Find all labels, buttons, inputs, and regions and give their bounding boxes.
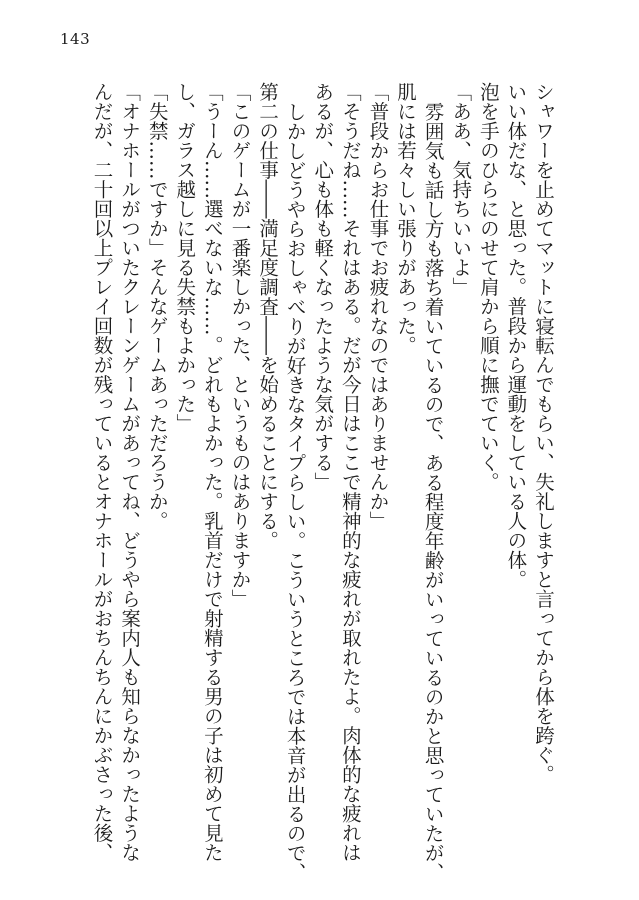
text-line: あるが、心も体も軽くなったような気がする」	[311, 82, 335, 492]
body-text	[88, 82, 557, 882]
text-line: 第二の仕事――満足度調査――を始めることにする。	[256, 82, 280, 550]
page-number: 143	[60, 30, 91, 48]
text-line: 「オナホールがついたクレーンゲームがあってね、どうやら案内人も知らなかったような	[118, 82, 142, 862]
text-line: 泡を手のひらにのせて肩から順に撫でていく。	[476, 82, 500, 492]
text-line: し、ガラス越しに見る失禁もよかった」	[173, 82, 197, 433]
text-line: 「普段からお仕事でお疲れなのではありませんか」	[366, 82, 390, 531]
text-line: シャワーを止めてマットに寝転んでもらい、失礼しますと言ってから体を跨ぐ。	[532, 82, 555, 784]
text-line: 「失禁……ですか」そんなゲームあっただろうか。	[145, 82, 169, 531]
text-line: 「このゲームが一番楽しかった、というものはありますか」	[228, 82, 252, 609]
text-line: 「うーん……選べないな……。どれもよかった。乳首だけで射精する男の子は初めて見た	[200, 82, 224, 862]
text-line: 肌には若々しい張りがあった。	[394, 82, 418, 355]
text-line: 「ああ、気持ちいいよ」	[449, 82, 473, 297]
text-line: しかしどうやらおしゃべりが好きなタイプらしい。こういうところでは本音が出るので、	[283, 101, 307, 882]
text-line: 雰囲気も話し方も落ち着いているので、ある程度年齢がいっているのかと思っていたが、	[421, 101, 445, 882]
text-line: いい体だな、と思った。普段から運動をしている人の体。	[504, 82, 528, 589]
text-line: 「そうだね……それはある。だが今日はここで精神的な疲れが取れたよ。肉体的な疲れは	[338, 82, 362, 862]
text-line: んだが、二十回以上プレイ回数が残っているとオナホールがおちんちんにかぶさった後、	[90, 82, 114, 862]
